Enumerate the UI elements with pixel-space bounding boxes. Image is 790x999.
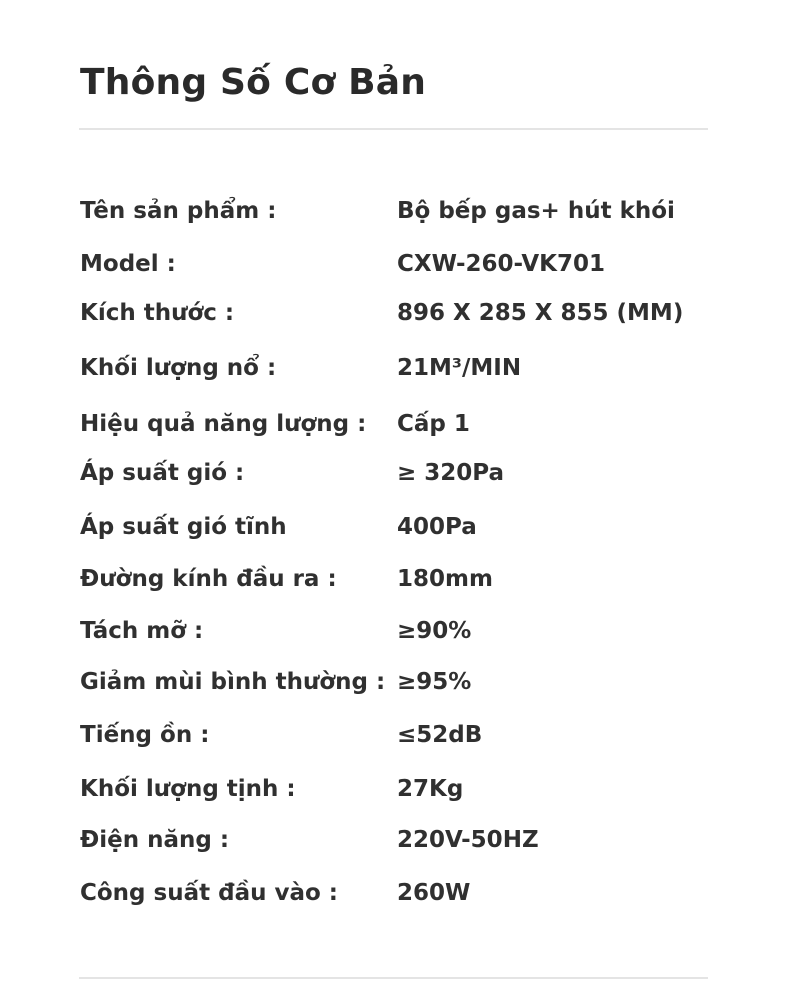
spec-label: Tên sản phẩm : xyxy=(80,198,277,224)
spec-label: Công suất đầu vào : xyxy=(80,880,338,906)
top-divider xyxy=(79,128,708,130)
spec-value: 180mm xyxy=(397,566,493,592)
spec-label: Giảm mùi bình thường : xyxy=(80,669,386,695)
spec-row xyxy=(0,877,790,909)
spec-row xyxy=(0,666,790,698)
spec-value: ≥ 320Pa xyxy=(397,460,505,486)
spec-row xyxy=(0,457,790,489)
spec-row xyxy=(0,824,790,856)
spec-label: Khối lượng tịnh : xyxy=(80,776,296,802)
spec-value: Cấp 1 xyxy=(397,411,470,437)
spec-label: Model : xyxy=(80,251,176,277)
bottom-divider xyxy=(79,977,708,979)
spec-row xyxy=(0,511,790,543)
spec-label: Hiệu quả năng lượng : xyxy=(80,411,367,437)
spec-value: ≤52dB xyxy=(397,722,483,748)
spec-label: Áp suất gió tĩnh xyxy=(80,514,287,540)
spec-label: Tách mỡ : xyxy=(80,618,204,644)
spec-row xyxy=(0,297,790,329)
spec-row xyxy=(0,195,790,227)
spec-value: 400Pa xyxy=(397,514,477,540)
spec-row xyxy=(0,615,790,647)
spec-label: Kích thước : xyxy=(80,300,235,326)
spec-value: CXW-260-VK701 xyxy=(397,251,606,277)
page-title: Thông Số Cơ Bản xyxy=(80,62,427,103)
spec-label: Áp suất gió : xyxy=(80,460,245,486)
spec-row xyxy=(0,248,790,280)
spec-label: Khối lượng nổ : xyxy=(80,355,277,381)
spec-label: Tiếng ồn : xyxy=(80,722,210,748)
spec-value: Bộ bếp gas+ hút khói xyxy=(397,198,675,224)
spec-label: Đường kính đầu ra : xyxy=(80,566,337,592)
spec-value: ≥95% xyxy=(397,669,472,695)
spec-value: 260W xyxy=(397,880,471,906)
spec-value: 27Kg xyxy=(397,776,464,802)
spec-row xyxy=(0,563,790,595)
spec-value: 220V-50HZ xyxy=(397,827,539,853)
spec-value: ≥90% xyxy=(397,618,472,644)
spec-row xyxy=(0,408,790,440)
spec-row xyxy=(0,773,790,805)
spec-row xyxy=(0,719,790,751)
spec-value: 896 X 285 X 855 (MM) xyxy=(397,300,684,326)
spec-row xyxy=(0,352,790,384)
spec-value: 21M³/MIN xyxy=(397,355,522,381)
spec-label: Điện năng : xyxy=(80,827,230,853)
